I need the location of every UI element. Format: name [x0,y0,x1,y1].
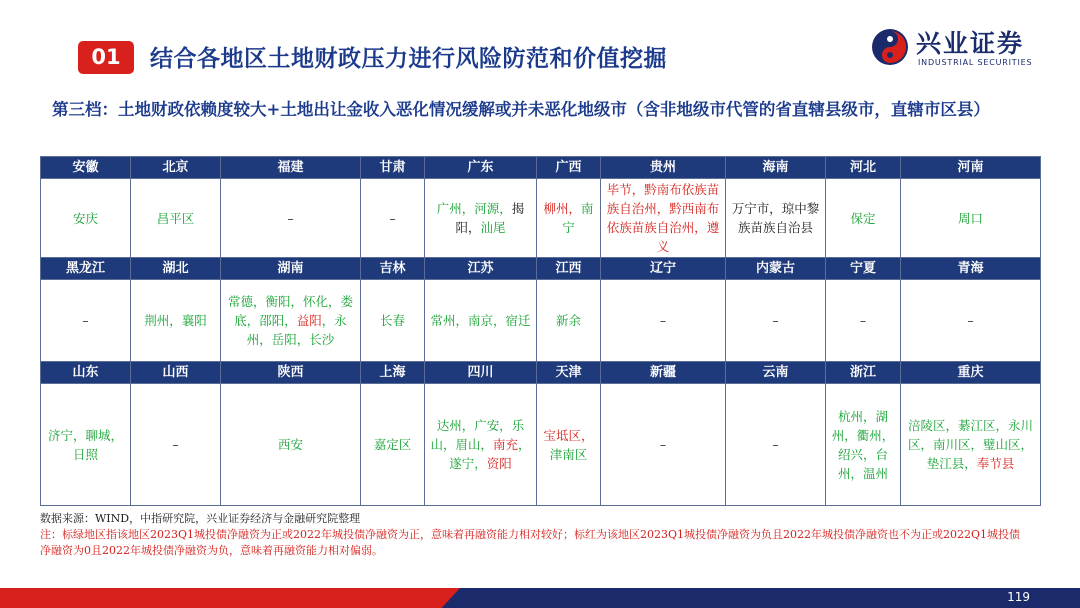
region-cell [901,280,1041,362]
data-row-1 [41,179,1041,258]
region-name: ，永州，岳阳，长沙 [246,313,347,347]
region-name: 保定 [850,210,876,226]
province-header: 浙江 [826,362,901,384]
region-name: 宝坻区， [543,427,594,443]
region-cell [131,280,221,362]
region-name: – [772,313,779,328]
region-name: – [172,437,179,452]
footer-accent-bar [0,588,460,608]
region-name: – [967,313,974,328]
slide-header [0,0,1080,88]
region-name: 西安 [277,437,303,452]
region-cell [41,179,131,258]
province-header: 湖南 [221,258,361,280]
province-header: 广西 [537,157,601,179]
region-cell [131,179,221,258]
region-name: 南宁 [562,201,594,235]
region-name: 达州，广安，乐山，眉山， [430,418,525,452]
region-name: 益阳 [296,313,322,328]
province-header: 新疆 [601,362,726,384]
region-name: 汕尾 [480,220,506,235]
region-name: 荆州，襄阳 [144,313,207,328]
region-name: ，遂宁， [449,437,531,471]
logo-chinese-name: 兴业证券 [916,29,1025,58]
province-header: 云南 [726,362,826,384]
region-cell [131,384,221,506]
region-name: 万宁市，琼中黎族苗族自治县 [731,201,820,235]
section-badge: 01 [78,41,134,74]
province-header: 河南 [901,157,1041,179]
region-name: 揭阳， [455,201,525,235]
region-name: 嘉定区 [373,437,412,452]
province-header: 陕西 [221,362,361,384]
region-name: 柳州， [543,201,581,216]
region-cell [41,280,131,362]
data-row-3 [41,384,1041,506]
region-cell [425,384,537,506]
region-name: 常州，南京，宿迁 [430,313,531,328]
region-cell [537,280,601,362]
region-name: 安庆 [72,210,98,226]
province-header: 内蒙古 [726,258,826,280]
province-header: 北京 [131,157,221,179]
region-cell [826,280,901,362]
region-cell [221,384,361,506]
region-cell [221,179,361,258]
region-cell [601,280,726,362]
province-header: 黑龙江 [41,258,131,280]
region-name: 周口 [957,210,983,226]
region-name: 长春 [379,313,405,328]
province-header: 辽宁 [601,258,726,280]
region-cell [826,384,901,506]
header-row-3 [41,362,1041,384]
region-cell [826,179,901,258]
province-header: 江西 [537,258,601,280]
footnote: 注：标绿地区指该地区2023Q1城投债净融资为正或2022年城投债净融资为正，意味着再融资能力相对较好；标红为该地区2023Q1城投债净融资为负且2022年城投债净融资也不为正或2022Q1城投债净融资为0且2022年城投债净融资为负，意味着再融资能力相对偏弱。 [40,528,1021,557]
region-cell [361,384,425,506]
province-header: 山东 [41,362,131,384]
region-cell [537,179,601,258]
province-header: 海南 [726,157,826,179]
region-cell [726,179,826,258]
header-row-2 [41,258,1041,280]
logo-emblem-icon [870,27,910,67]
header-row-1 [41,157,1041,179]
region-name: 杭州，湖州，衢州，绍兴，台州，温州 [831,408,895,481]
data-row-2 [41,280,1041,362]
region-name: 济宁，聊城，日照 [47,427,123,462]
region-name: – [772,437,779,452]
tier-description: 第三档：土地财政依赖度较大+土地出让金收入恶化情况缓解或并未恶化地级市（含非地级市代管的省直辖县级市，直辖市区县） [52,100,990,119]
province-header: 重庆 [901,362,1041,384]
logo-english-name: INDUSTRIAL SECURITIES [918,58,1033,67]
region-name: 南充 [492,437,518,452]
region-cell [901,384,1041,506]
region-name: 广州，河源， [436,201,512,216]
region-cell [726,280,826,362]
region-name: 奉节县 [976,456,1015,471]
province-header: 甘肃 [361,157,425,179]
province-header: 广东 [425,157,537,179]
region-name: 新余 [555,313,581,328]
province-header: 安徽 [41,157,131,179]
region-name: – [287,210,294,226]
province-header: 福建 [221,157,361,179]
region-cell [221,280,361,362]
province-header: 吉林 [361,258,425,280]
province-header: 上海 [361,362,425,384]
region-name: – [659,437,667,452]
province-header: 河北 [826,157,901,179]
region-name: 常德，衡阳，怀化，娄底，邵阳， [227,294,353,328]
region-name: – [389,210,396,226]
region-cell [726,384,826,506]
region-cell [41,384,131,506]
province-header: 山西 [131,362,221,384]
region-cell [361,280,425,362]
region-cell [537,384,601,506]
region-name: 津南区 [549,446,588,462]
slide-title: 结合各地区土地财政压力进行风险防范和价值挖掘 [150,46,667,72]
region-cell [361,179,425,258]
province-header: 天津 [537,362,601,384]
province-header: 江苏 [425,258,537,280]
region-name: – [859,313,867,328]
region-cell [901,179,1041,258]
company-logo [870,24,1060,74]
region-cell [425,280,537,362]
region-name: 昌平区 [156,210,195,226]
region-name: 涪陵区，綦江区，永川区，南川区，璧山区，垫江县， [907,418,1033,471]
province-header: 贵州 [601,157,726,179]
province-header: 湖北 [131,258,221,280]
region-name: – [659,313,667,328]
province-header: 青海 [901,258,1041,280]
region-cell [601,384,726,506]
province-header: 四川 [425,362,537,384]
data-source: 数据来源：WIND，中指研究院，兴业证券经济与金融研究院整理 [40,512,361,525]
region-cell [601,179,726,258]
region-name: 毕节，黔南布依族苗族自治州，黔西南布依族苗族自治州，遵义 [606,182,720,254]
region-name: – [82,313,89,328]
region-cell [425,179,537,258]
page-number: 119 [1007,590,1030,604]
region-name: 资阳 [486,456,512,471]
province-city-table [40,156,1041,506]
province-header: 宁夏 [826,258,901,280]
